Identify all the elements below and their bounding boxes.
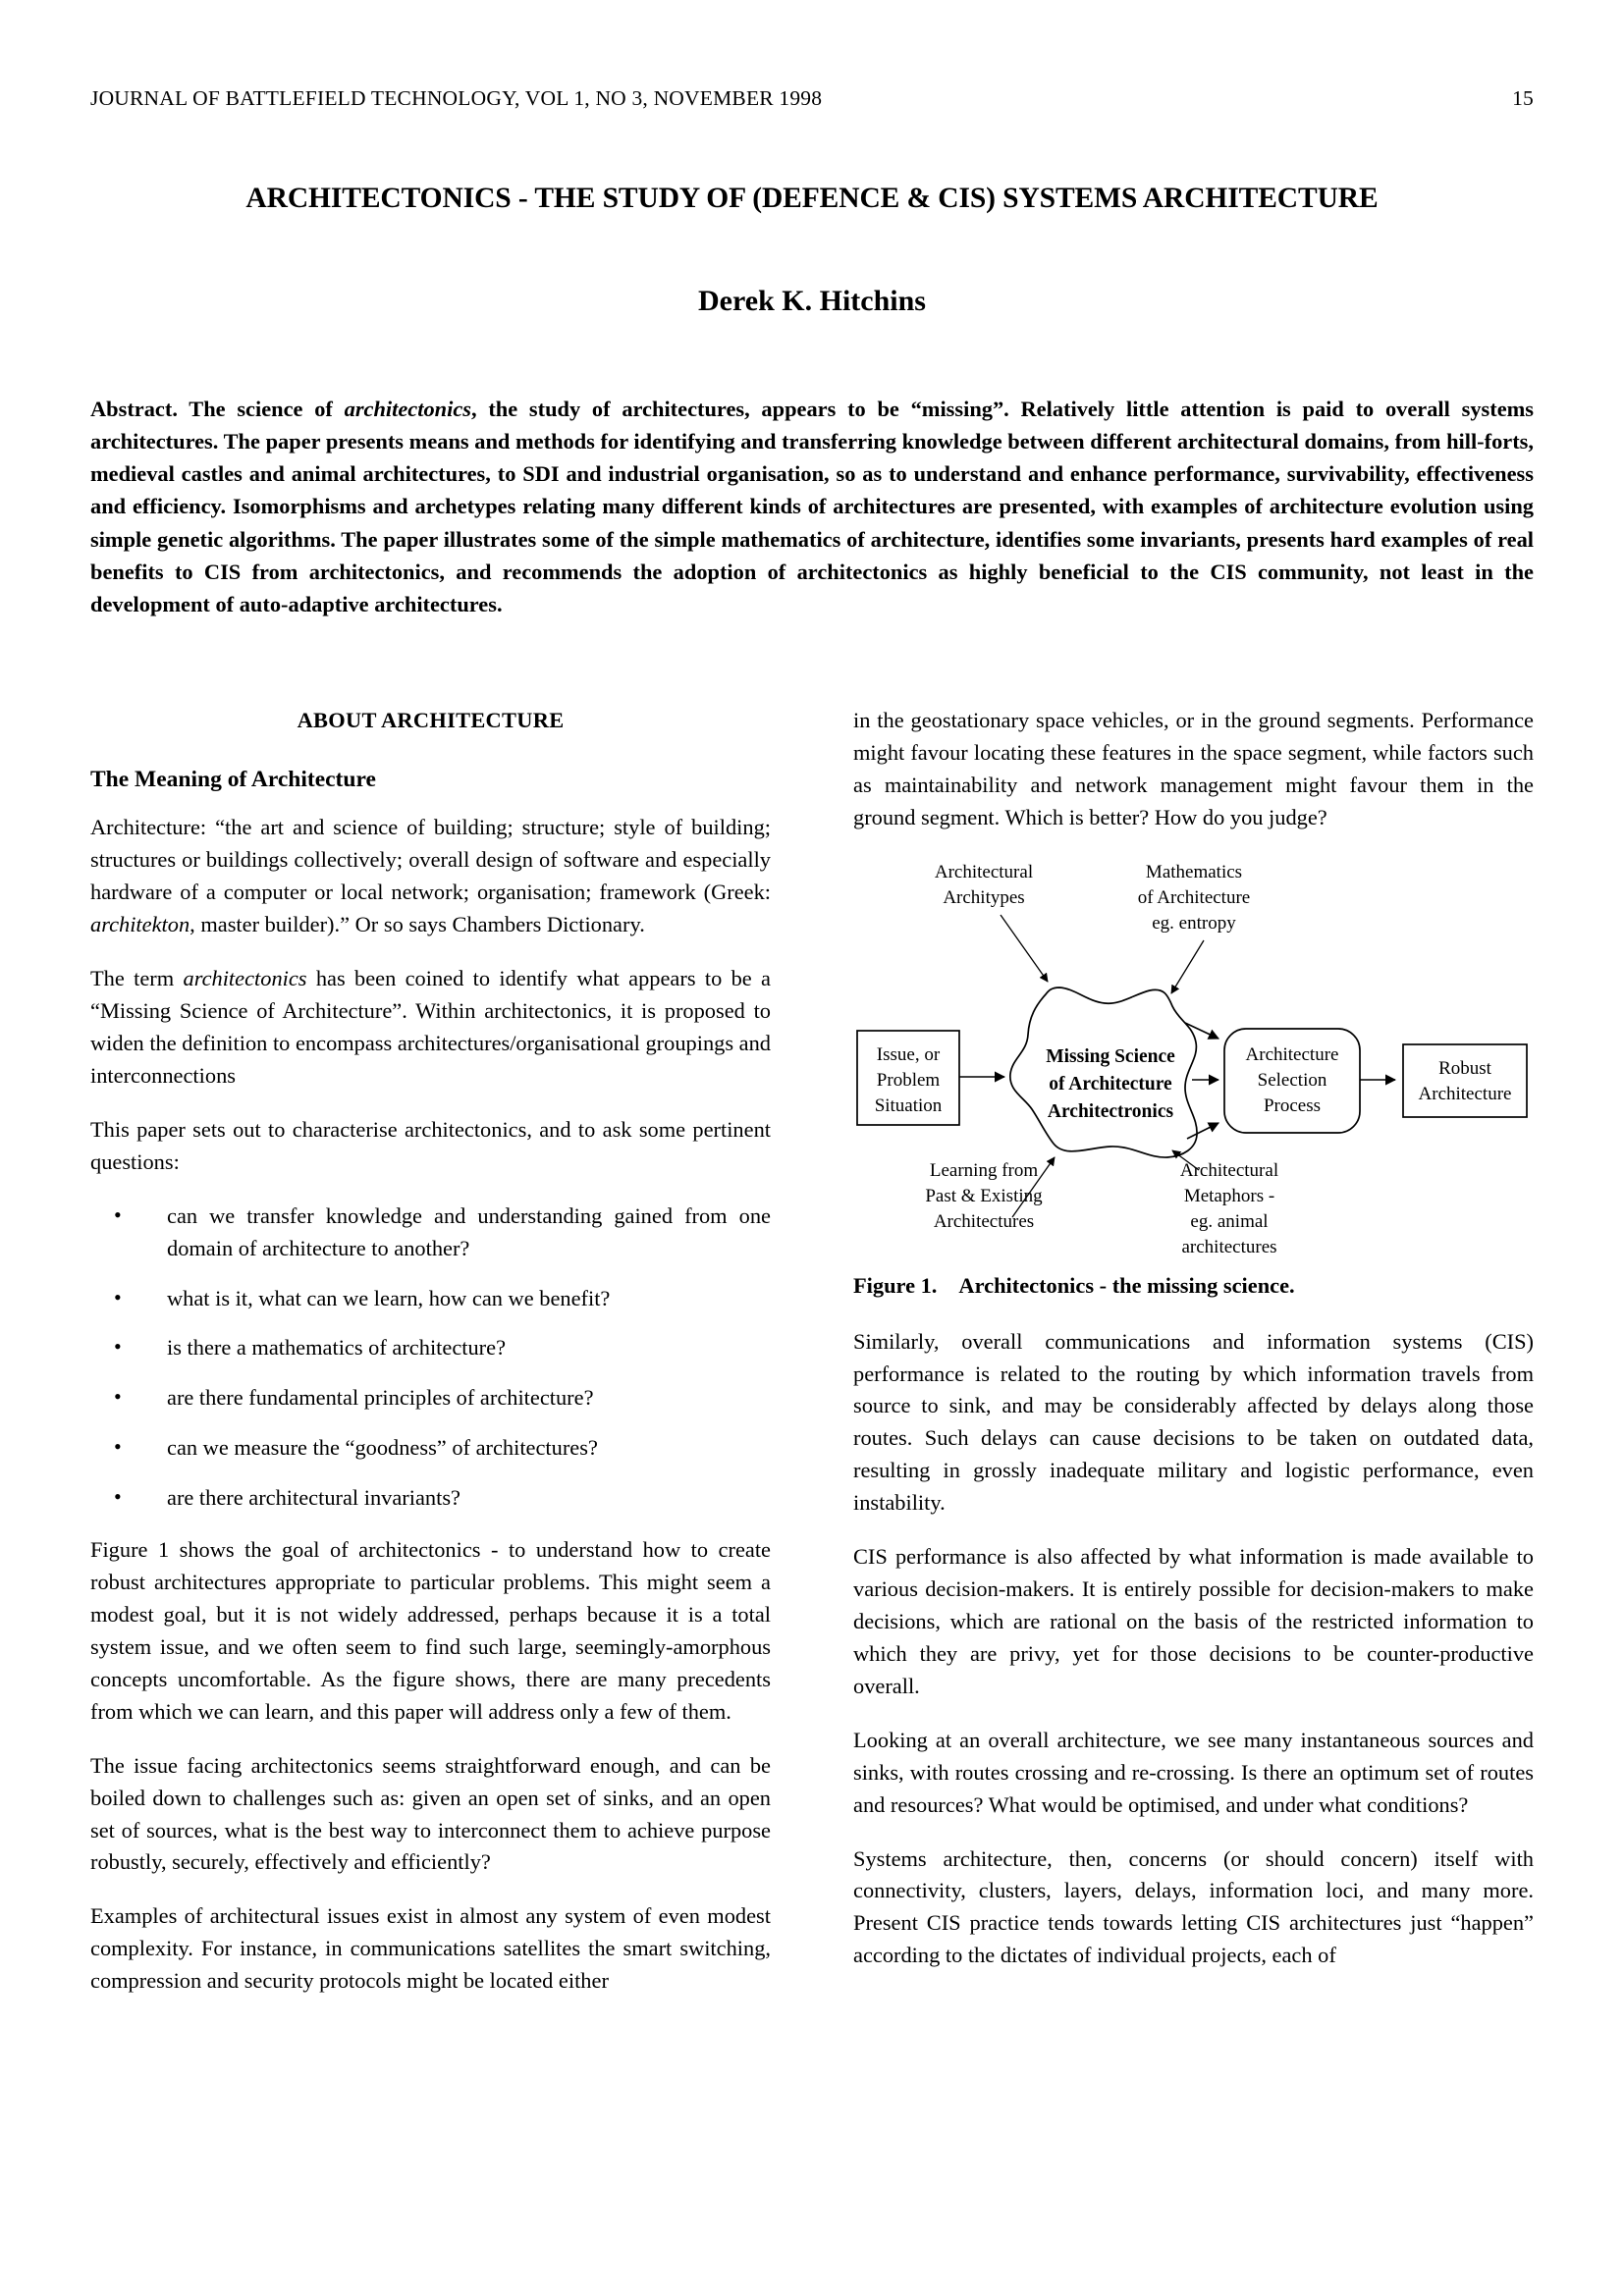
- issue-problem-situation-box: [857, 1031, 1004, 1125]
- paragraph-issue-facing: The issue facing architectonics seems straightforward enough, and can be boiled down to challenges such as: given an open set of sinks, and an open set of sources, what is the best way to interconnect them to achieve purpose robustly, securely, effectively and efficiently?: [90, 1752, 771, 1875]
- paragraph-pertinent-questions-intro: This paper sets out to characterise architectonics, and to ask some pertinent questions:: [90, 1116, 771, 1174]
- paragraph-architecture-definition: [90, 812, 771, 941]
- figure-caption-number: Figure 1.: [853, 1272, 938, 1298]
- annotation-architectural-architypes: [935, 862, 1048, 982]
- blob-label-line: of Architecture: [1049, 1073, 1172, 1095]
- questions-list: [90, 1201, 771, 1515]
- list-item: [90, 1201, 771, 1265]
- annotation-mathematics-of-architecture: [1138, 862, 1250, 993]
- annotation-line: eg. entropy: [1152, 912, 1236, 934]
- paragraph-cis-routing: Similarly, overall communications and information systems (CIS) performance is related to the routing by which information travels from source to sink, and may be considerably affected by delays along those routes. Such delays can cause decisions to be taken on outdated data, resulting in grossly inadequate military and logistic performance, even instability.: [853, 1328, 1534, 1516]
- running-head: [90, 86, 1534, 111]
- blob-label-line: Architectronics: [1047, 1100, 1174, 1122]
- blob-shape: [1010, 988, 1197, 1157]
- figure-1-architectonics: [853, 856, 1534, 1264]
- paragraph-cis-decision-makers: CIS performance is also affected by what information is made available to various decision-makers. It is entirely possible for decision-makers to make decisions, which are rational on the basis of the restricted information to which they are privy, yet for those decisions to be counter-productive overall.: [853, 1544, 1534, 1698]
- annotation-line: Architectural: [1179, 1159, 1279, 1181]
- para2-italic-architectonics: architectonics: [183, 966, 307, 991]
- author-name: Derek K. Hitchins: [698, 285, 926, 317]
- para2-part-b: has been coined to identify what appears to be a “Missing Science of Architecture”. Within architectonics, it is proposed to widen the definition to encompass architectures/organisational groupings and interconnections: [90, 966, 771, 1088]
- abstract-part2: , the study of architectures, appears to be “missing”. Relatively little attention is paid to overall systems architectures. The paper presents means and methods for identifying and transferring knowledge between different architectural domains, from hill-forts, medieval castles and animal architectures, to SDI and industrial organisation, so as to understand and enhance performance, survivability, effectiveness and efficiency. Isomorphisms and archetypes relating many different kinds of architectures are presented, with examples of architecture evolution using simple genetic algorithms. The paper illustrates some of the simple mathematics of architecture, identifies some invariants, presents hard examples of real benefits to CIS from architectonics, and recommends the adoption of architectonics as highly beneficial to the CIS community, not least in the development of auto-adaptive architectures.: [90, 397, 1534, 616]
- figure-caption-text: Architectonics - the missing science.: [958, 1272, 1295, 1298]
- bullet-icon: •: [114, 1384, 122, 1410]
- box-label-line: Situation: [874, 1095, 943, 1116]
- annotation-learning-from-past-architectures: [925, 1157, 1055, 1232]
- paragraph-systems-architecture-concerns: Systems architecture, then, concerns (or should concern) itself with connectivity, clusters, layers, delays, information loci, and many more. Present CIS practice tends towards letting CIS architectures just “happen” according to the dictates of individual projects, each of: [853, 1845, 1534, 1968]
- box-label-line: Architecture: [1245, 1043, 1339, 1065]
- annotation-line: Mathematics: [1145, 861, 1243, 882]
- list-item-label: are there fundamental principles of architecture?: [167, 1385, 594, 1411]
- box-label-line: Issue, or: [876, 1043, 941, 1065]
- list-item-label: are there architectural invariants?: [167, 1485, 460, 1511]
- para2-part-a: The term: [90, 966, 184, 991]
- bullet-icon: •: [114, 1434, 122, 1460]
- box-label-line: Architecture: [1418, 1083, 1512, 1104]
- bullet-icon: •: [114, 1334, 122, 1360]
- abstract-lead: Abstract.: [90, 397, 178, 421]
- annotation-line: Learning from: [929, 1159, 1039, 1181]
- annotation-line: eg. animal: [1190, 1210, 1269, 1232]
- annotation-line: Architypes: [943, 886, 1025, 908]
- box-label-line: Problem: [876, 1069, 941, 1091]
- list-item-label: can we transfer knowledge and understanding gained from one domain of architecture to another?: [167, 1202, 771, 1260]
- annotation-line: architectures: [1181, 1236, 1277, 1257]
- list-item: [90, 1482, 771, 1515]
- right-column: [853, 705, 1534, 1972]
- annotation-architectural-metaphors: [1172, 1150, 1278, 1257]
- left-column: [90, 705, 771, 1998]
- list-item: [90, 1432, 771, 1465]
- list-item: [90, 1332, 771, 1364]
- section-heading-about-architecture: ABOUT ARCHITECTURE: [297, 708, 565, 732]
- bullet-icon: •: [114, 1484, 122, 1510]
- list-item-label: what is it, what can we learn, how can we benefit?: [167, 1285, 611, 1310]
- subheading-meaning-of-architecture: The Meaning of Architecture: [90, 766, 376, 792]
- missing-science-blob: [1010, 988, 1197, 1157]
- leader-line: [1171, 940, 1204, 993]
- box-label-line: Process: [1263, 1095, 1322, 1116]
- list-item: [90, 1283, 771, 1315]
- paragraph-examples-architectural-issues: Examples of architectural issues exist in almost any system of even modest complexity. For instance, in communications satellites the smart switching, compression and security protocols might be located either: [90, 1903, 771, 1994]
- paragraph-overall-architecture-routes: Looking at an overall architecture, we see many instantaneous sources and sinks, with routes crossing and re-crossing. Is there an optimum set of routes and resources? What would be optimised, and under what conditions?: [853, 1727, 1534, 1817]
- abstract: [90, 393, 1534, 620]
- box-label-line: Robust: [1438, 1057, 1491, 1079]
- box-label-line: Selection: [1257, 1069, 1327, 1091]
- annotation-line: Architectures: [933, 1210, 1035, 1232]
- para1-part-a: Architecture: “the art and science of building; structure; style of building; structures or buildings collectively; overall design of software and especially hardware of a computer or local network; organisation; framework (Greek:: [90, 815, 771, 905]
- para1-part-b: , master builder).” Or so says Chambers Dictionary.: [189, 912, 645, 937]
- page-number: 15: [1512, 86, 1534, 110]
- leader-line: [1001, 915, 1048, 982]
- figure-1-caption: [853, 1270, 1534, 1303]
- paragraph-geostationary: in the geostationary space vehicles, or in the ground segments. Performance might favour locating these features in the space segment, while factors such as maintainability and network management might favour them in the ground segment. Which is better? How do you judge?: [853, 708, 1534, 829]
- list-item-label: can we measure the “goodness” of architectures?: [167, 1435, 598, 1461]
- paragraph-figure1-goal: Figure 1 shows the goal of architectonics - to understand how to create robust architectures appropriate to particular problems. This might seem a modest goal, but it is not widely addressed, perhaps because it is a total system issue, and we often seem to find such large, seemingly-amorphous concepts uncomfortable. As the figure shows, there are many precedents from which we can learn, and this paper will address only a few of them.: [90, 1537, 771, 1724]
- annotation-line: Architectural: [934, 861, 1034, 882]
- abstract-italic-term: architectonics: [344, 397, 471, 421]
- list-item-label: is there a mathematics of architecture?: [167, 1335, 507, 1361]
- robust-architecture-box: [1360, 1044, 1527, 1117]
- architecture-selection-process-box: [1224, 1029, 1360, 1133]
- bullet-icon: •: [114, 1284, 122, 1309]
- box-outline: [1403, 1044, 1527, 1117]
- bullet-icon: •: [114, 1201, 122, 1227]
- paragraph-term-architectonics: [90, 963, 771, 1093]
- blob-label-line: Missing Science: [1046, 1045, 1175, 1067]
- page-title: ARCHITECTONICS - THE STUDY OF (DEFENCE & CIS) SYSTEMS ARCHITECTURE: [245, 183, 1379, 214]
- abstract-part1: The science of: [177, 397, 345, 421]
- architectonics-diagram: [853, 856, 1534, 1262]
- annotation-line: of Architecture: [1137, 886, 1251, 908]
- annotation-line: Past & Existing: [925, 1185, 1043, 1206]
- para1-italic-architekton: architekton: [90, 912, 190, 937]
- list-item: [90, 1382, 771, 1415]
- annotation-line: Metaphors -: [1183, 1185, 1275, 1206]
- journal-reference: JOURNAL OF BATTLEFIELD TECHNOLOGY, VOL 1, NO 3, NOVEMBER 1998: [90, 86, 823, 110]
